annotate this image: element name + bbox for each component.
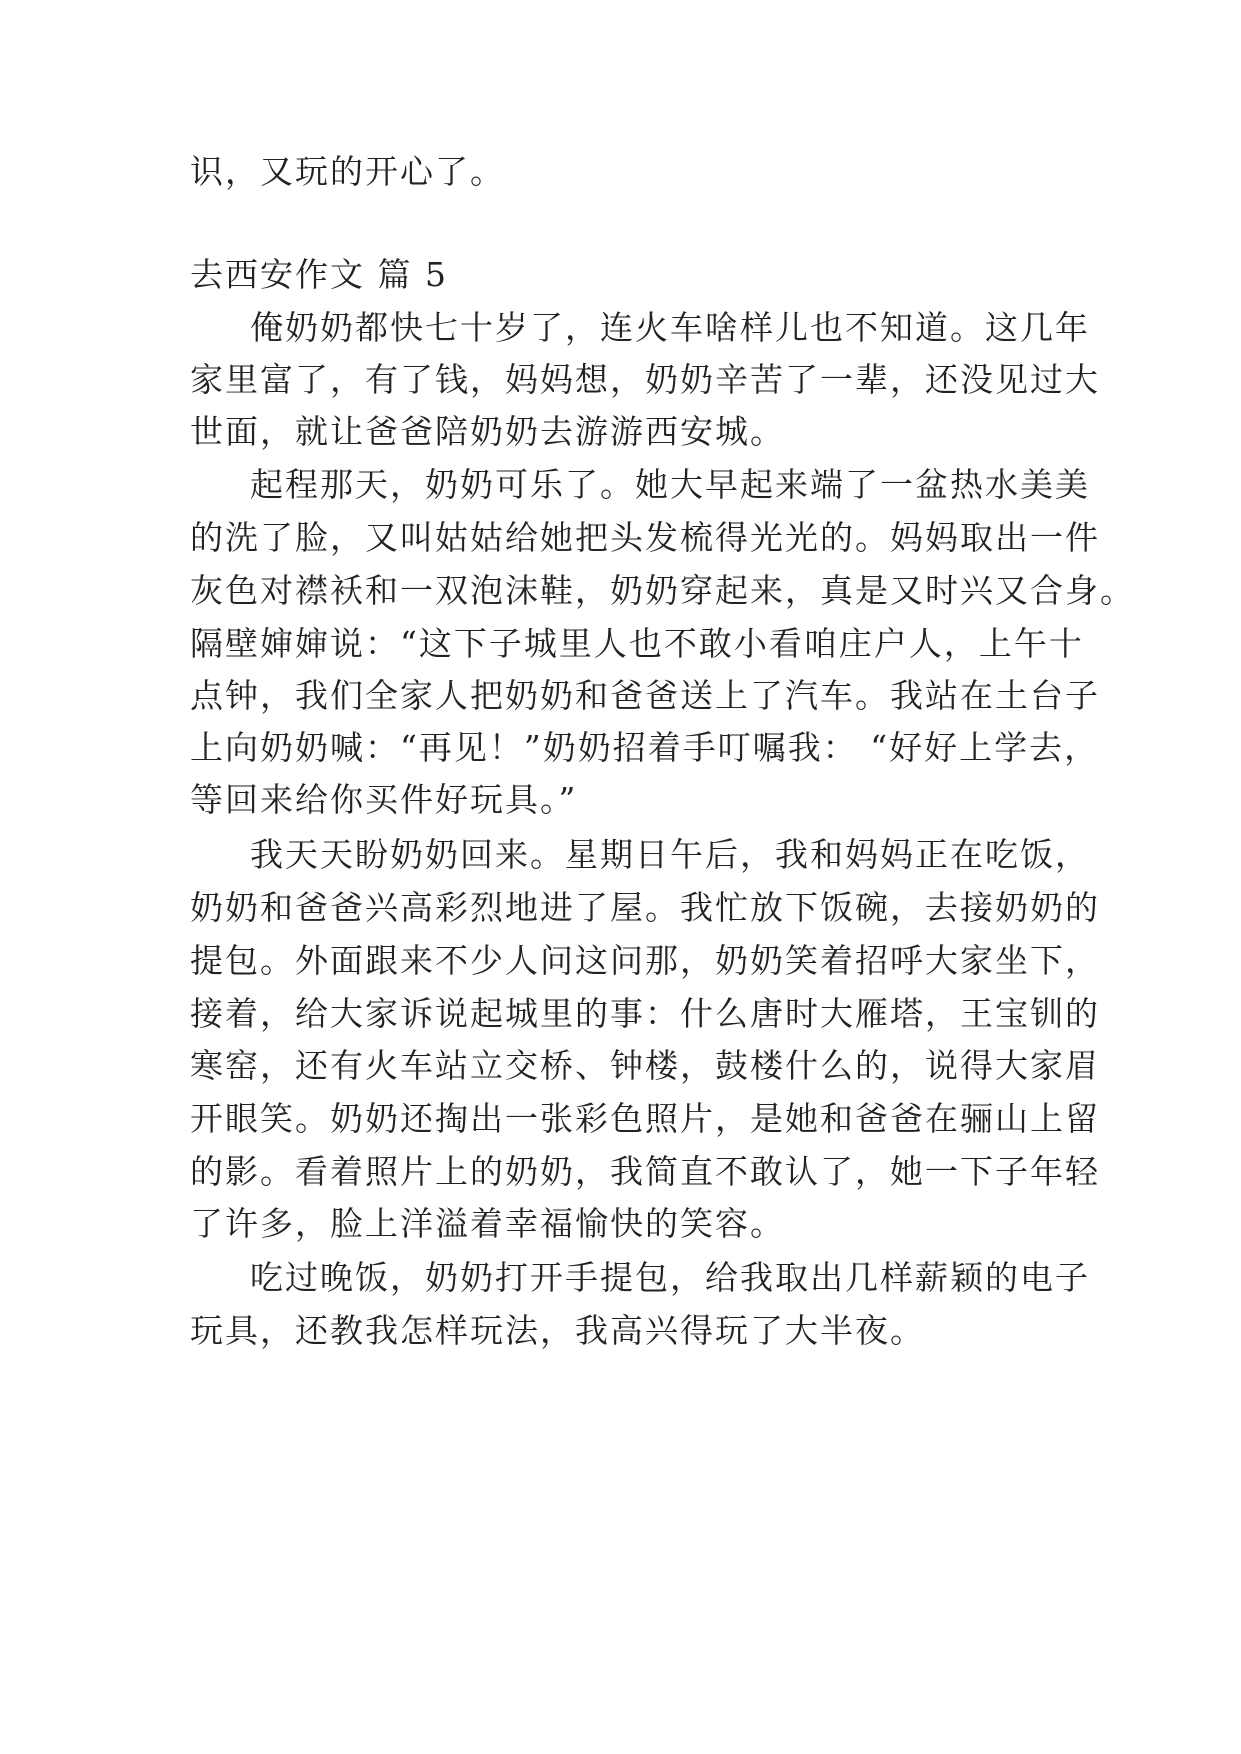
paragraph-line: 隔壁婶婶说：“这下子城里人也不敢小看咱庄户人，上午十 bbox=[190, 624, 1084, 663]
paragraph-line: 点钟，我们全家人把奶奶和爸爸送上了汽车。我站在土台子 bbox=[190, 676, 1100, 715]
paragraph-line: 俺奶奶都快七十岁了，连火车啥样儿也不知道。这几年 bbox=[250, 308, 1090, 347]
paragraph-line: 奶奶和爸爸兴高彩烈地进了屋。我忙放下饭碗，去接奶奶的 bbox=[190, 888, 1100, 927]
paragraph-line: 提包。外面跟来不少人问这问那，奶奶笑着招呼大家坐下， bbox=[190, 941, 1100, 980]
paragraph-line: 玩具，还教我怎样玩法，我高兴得玩了大半夜。 bbox=[190, 1311, 925, 1350]
paragraph-line: 我天天盼奶奶回来。星期日午后，我和妈妈正在吃饭， bbox=[250, 835, 1090, 874]
paragraph-line: 灰色对襟袄和一双泡沫鞋，奶奶穿起来，真是又时兴又合身。 bbox=[190, 571, 1135, 610]
carryover-line: 识，又玩的开心了。 bbox=[190, 152, 505, 191]
paragraph-line: 的影。看着照片上的奶奶，我简直不敢认了，她一下子年轻 bbox=[190, 1152, 1100, 1191]
paragraph-line: 的洗了脸，又叫姑姑给她把头发梳得光光的。妈妈取出一件 bbox=[190, 518, 1100, 557]
paragraph-line: 世面，就让爸爸陪奶奶去游游西安城。 bbox=[190, 412, 785, 451]
section-heading: 去西安作文 篇 5 bbox=[190, 255, 448, 294]
paragraph-line: 起程那天，奶奶可乐了。她大早起来端了一盆热水美美 bbox=[250, 465, 1090, 504]
paragraph-line: 上向奶奶喊：“再见！”奶奶招着手叮嘱我： “好好上学去， bbox=[190, 728, 1100, 767]
paragraph-line: 吃过晚饭，奶奶打开手提包，给我取出几样薪颖的电子 bbox=[250, 1258, 1090, 1297]
paragraph-line: 接着，给大家诉说起城里的事：什么唐时大雁塔，王宝钏的 bbox=[190, 994, 1100, 1033]
paragraph-line: 寒窑，还有火车站立交桥、钟楼，鼓楼什么的，说得大家眉 bbox=[190, 1046, 1100, 1085]
paragraph-line: 了许多，脸上洋溢着幸福愉快的笑容。 bbox=[190, 1204, 785, 1243]
paragraph-line: 开眼笑。奶奶还掏出一张彩色照片，是她和爸爸在骊山上留 bbox=[190, 1099, 1100, 1138]
paragraph-line: 等回来给你买件好玩具。” bbox=[190, 780, 578, 819]
paragraph-line: 家里富了，有了钱，妈妈想，奶奶辛苦了一辈，还没见过大 bbox=[190, 360, 1100, 399]
